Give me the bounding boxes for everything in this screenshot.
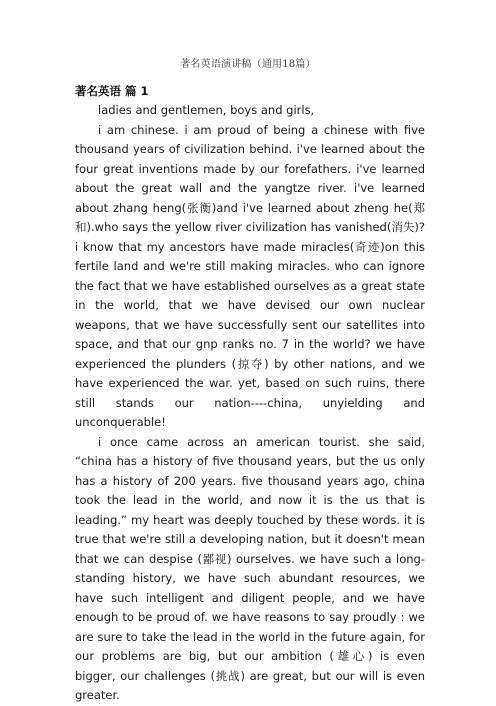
- paragraph-1: i am chinese. i am proud of being a chinese with five thousand years of civilization behind. i've learned about the four great inventions made by our forefathers. i've learned about the great wall and the yangtze river. i've learned about zhang heng(张衡)and i've learned about zheng he(郑和).who says the yellow river civilization has vanished(消失)?i know that my ancestors have made miracles(奇迹)on this fertile land and we're still making miracles. who can ignore the fact that we have established ourselves as a great state in the world, that we have devised our own nuclear weapons, that we have successfully sent our satellites into space, and that our gnp ranks no. 7 in the world? we have experienced the plunders (掠夺) by other nations, and we have experienced the war. yet, based on such ruins, there still stands our nation----china, unyielding and unconquerable!: [75, 122, 425, 429]
- section-title: 著名英语 篇 1: [75, 84, 149, 98]
- document-body: [75, 82, 425, 706]
- salutation: ladies and gentlemen, boys and girls,: [98, 103, 315, 117]
- page-header: 著名英语演讲稿（通用18篇）: [180, 59, 316, 70]
- paragraph-2: i once came across an american tourist. she said, “china has a history of five thousand years, but the us only has a history of 200 years. five thousand years ago, china took the lead in the world, and now it is the us that is leading.” my heart was deeply touched by these words. it is true that we're still a developing nation, but it doesn't mean that we can despise (鄙视) ourselves. we have such a long-standing history, we have such abundant resources, we have such intelligent and diligent people, and we have enough to be proud of. we have reasons to say proudly : we are sure to take the lead in the world in the future again, for our problems are big, but our ambition (雄心) is even bigger, our challenges (挑战) are great, but our will is even greater.: [75, 434, 425, 702]
